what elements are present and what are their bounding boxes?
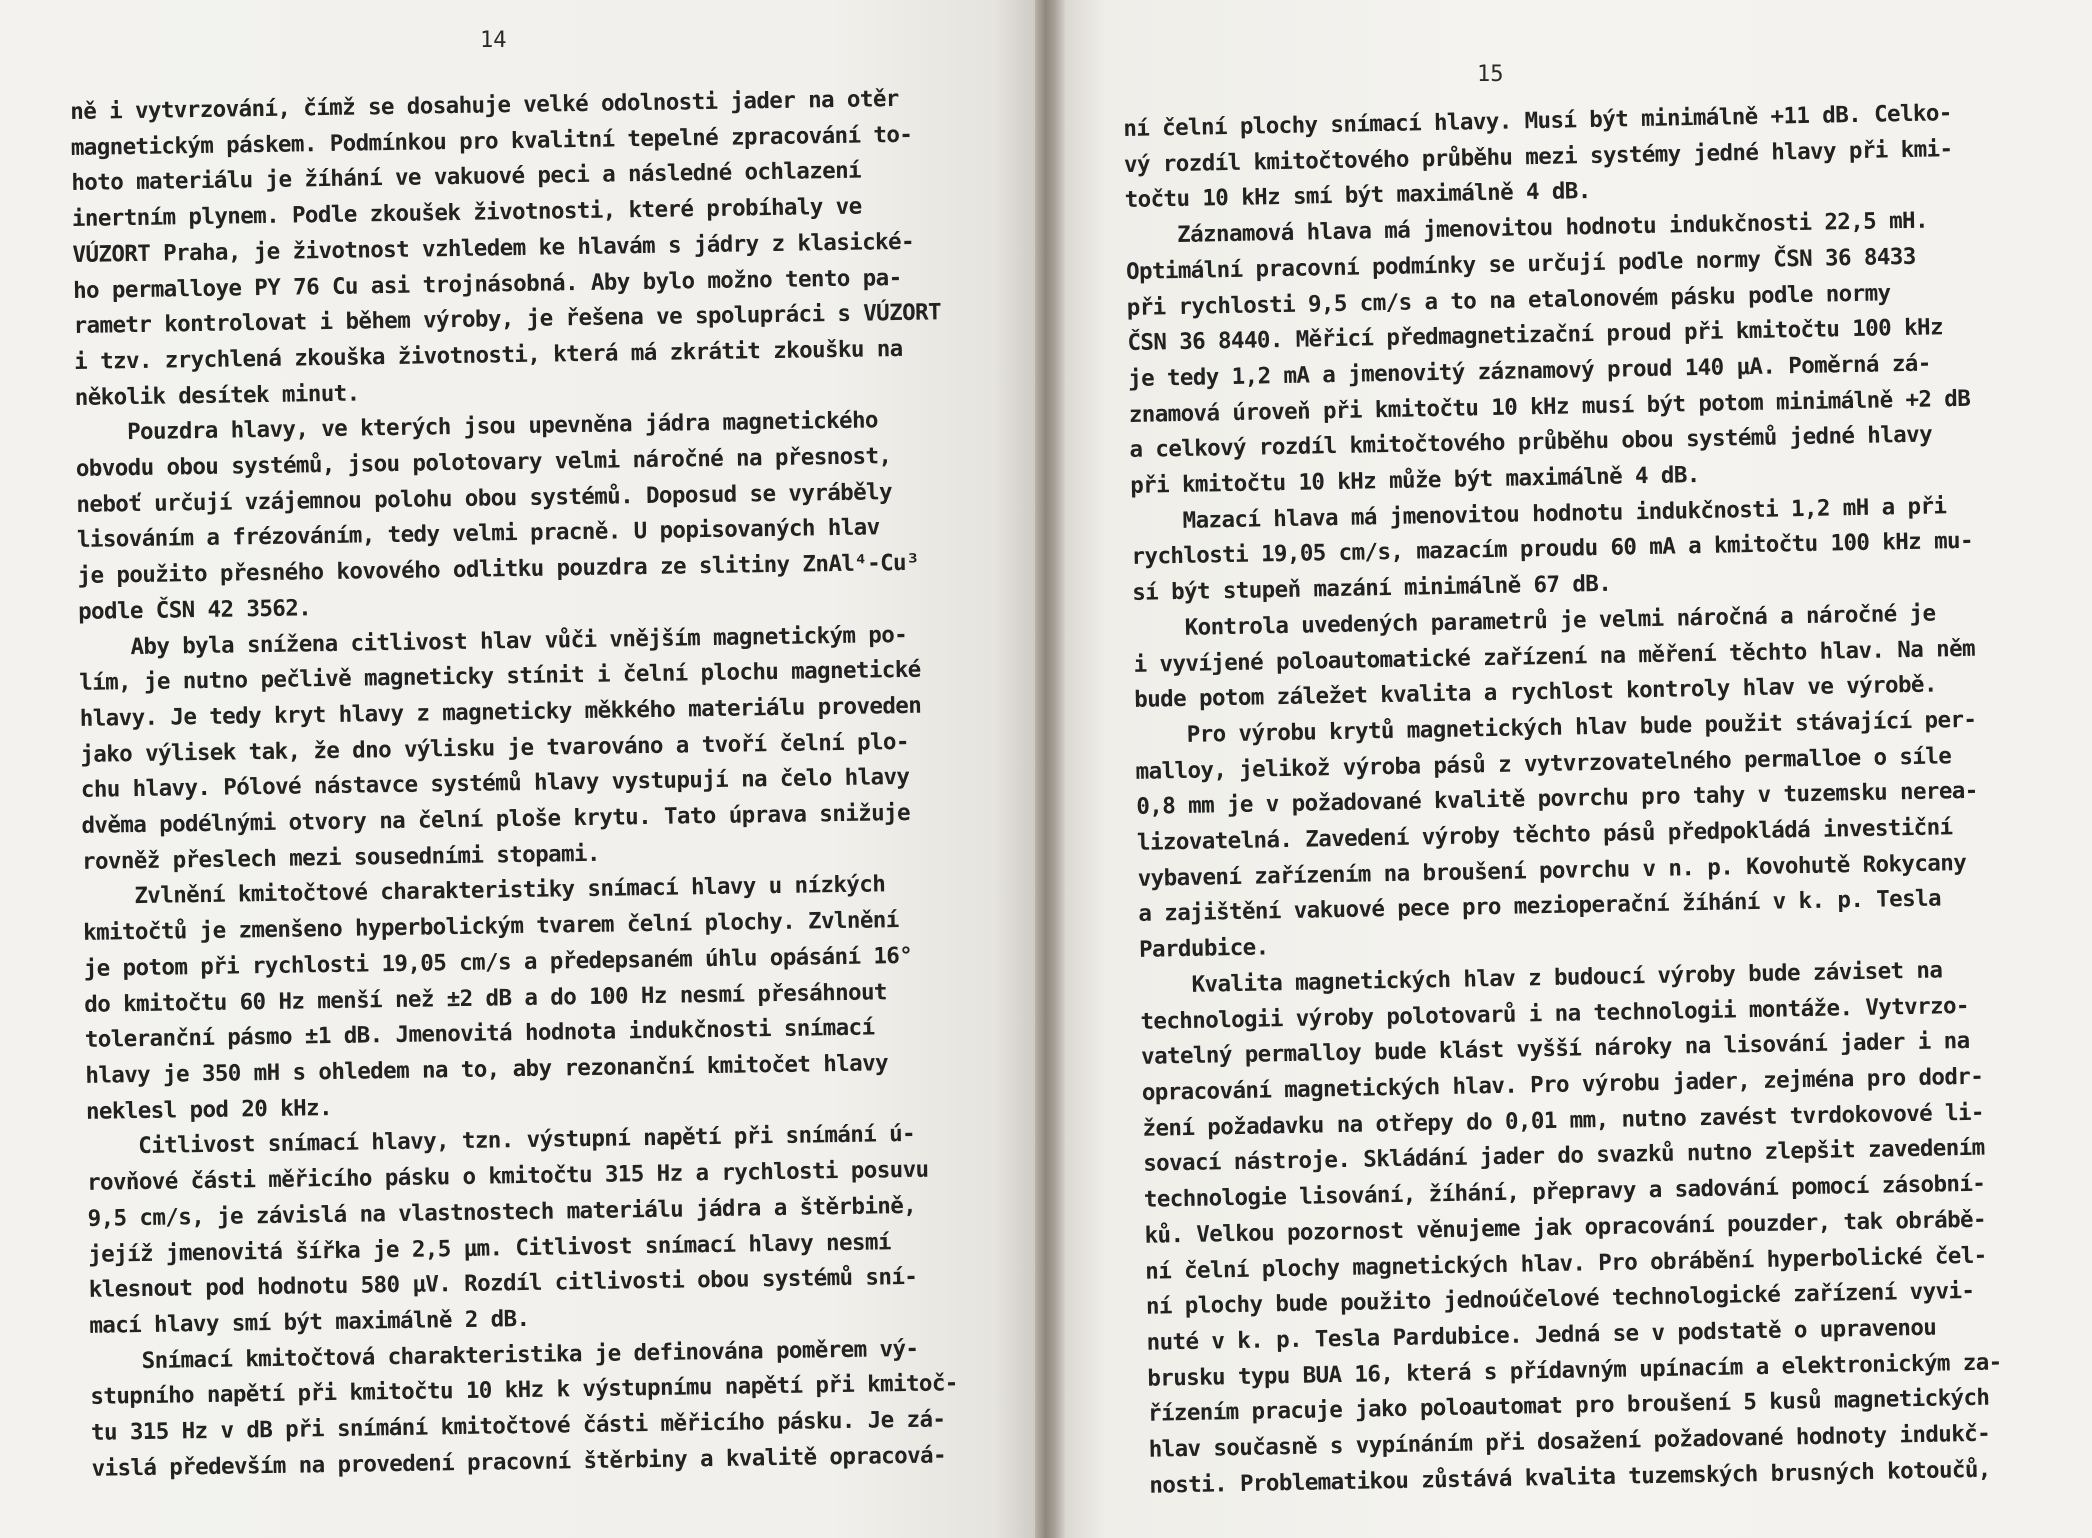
- text-line: i tzv. zrychlená zkouška životnosti, která má zkrátit zkoušku na: [73, 335, 903, 375]
- text-line: nuté v k. p. Tesla Pardubice. Jedná se v podstatě o upravenou: [1146, 1314, 1937, 1356]
- text-line: Záznamová hlava má jmenovitou hodnotu indukčnosti 22,5 mH.: [1125, 207, 1929, 250]
- text-line: Snímací kmitočtová charakteristika je definována poměrem vý-: [89, 1335, 919, 1375]
- text-line: je tedy 1,2 mA a jmenovitý záznamový proud 140 µA. Poměrná zá-: [1127, 350, 1931, 392]
- text-line: Kvalita magnetických hlav z budoucí výroby bude záviset na: [1139, 957, 1943, 999]
- text-line: chu hlavy. Pólové nástavce systémů hlavy vystupují na čelo hlavy: [80, 764, 910, 804]
- text-line: ho permalloye PY 76 Cu asi trojnásobná. Aby bylo možno tento pa-: [72, 264, 902, 304]
- text-line: Pouzdra hlavy, ve kterých jsou upevněna jádra magnetického: [75, 407, 879, 447]
- text-line: a zajištění vakuové pece pro mezioperační žíhání v k. p. Tesla: [1138, 885, 1942, 928]
- text-line: bude potom záležet kvalita a rychlost kontroly hlav ve výrobě.: [1134, 671, 1938, 714]
- text-line: magnetickým páskem. Podmínkou pro kvalitní tepelné zpracování to-: [70, 121, 913, 161]
- text-line: ČSN 36 8440. Měřicí předmagnetizační proud při kmitočtu 100 kHz: [1127, 314, 1944, 357]
- text-line: lisováním a frézováním, tedy velmi pracně. U popisovaných hlav: [76, 514, 880, 554]
- text-line: kmitočtů je zmenšeno hyperbolickým tvarem čelní plochy. Zvlnění: [82, 907, 899, 947]
- text-line: do kmitočtu 60 Hz menší než ±2 dB a do 100 Hz nesmí přesáhnout: [84, 978, 888, 1018]
- text-line: Citlivost snímací hlavy, tzn. výstupní napětí při snímání ú-: [86, 1121, 916, 1161]
- text-line: při kmitočtu 10 kHz může být maximálně 4 dB.: [1129, 462, 1700, 499]
- text-line: 0,8 mm je v požadované kvalitě povrchu pro tahy v tuzemsku nerea-: [1136, 778, 1978, 821]
- text-line: vý rozdíl kmitočtového průběhu mezi systémy jedné hlavy při kmi-: [1123, 135, 1953, 178]
- text-line: klesnout pod hodnotu 580 µV. Rozdíl citlivosti obou systémů sní-: [88, 1264, 918, 1304]
- text-line: rovňové části měřicího pásku o kmitočtu 315 Hz a rychlosti posuvu: [86, 1156, 929, 1196]
- text-line: neklesl pod 20 kHz.: [85, 1094, 333, 1125]
- text-line: ní čelní plochy magnetických hlav. Pro obrábění hyperbolické čel-: [1145, 1242, 1987, 1285]
- text-line: vislá především na provedení pracovní štěrbiny a kvalitě opracová-: [91, 1442, 947, 1482]
- text-line: inertním plynem. Podle zkoušek životnosti, které probíhaly ve: [71, 193, 862, 233]
- text-line: rychlosti 19,05 cm/s, mazacím proudu 60 mA a kmitočtu 100 kHz mu-: [1131, 528, 1974, 571]
- text-line: je potom při rychlosti 19,05 cm/s a předepsaném úhlu opásání 16°: [83, 942, 913, 982]
- text-line: tu 315 Hz v dB při snímání kmitočtové části měřicího pásku. Je zá-: [90, 1406, 946, 1446]
- text-line: rovněž přeslech mezi sousedními stopami.: [81, 840, 601, 875]
- text-line: ní čelní plochy snímací hlavy. Musí být minimálně +11 dB. Celko-: [1123, 100, 1952, 142]
- text-line: Aby byla snížena citlivost hlav vůči vnějším magnetickým po-: [78, 621, 908, 661]
- text-line: malloy, jelikož výroba pásů z vytvrzovatelného permalloe o síle: [1135, 742, 1952, 785]
- text-line: lím, je nutno pečlivě magneticky stínit i čelní plochu magnetické: [79, 656, 921, 697]
- text-line: toleranční pásmo ±1 dB. Jmenovitá hodnota indukčnosti snímací: [84, 1014, 875, 1054]
- left-page: [0, 0, 1035, 1538]
- text-line: ní plochy bude použito jednoúčelové technologické zařízení vyvi-: [1145, 1278, 1975, 1320]
- text-line: technologie lisování, žíhání, přepravy a sadování pomocí zásobní-: [1143, 1170, 1986, 1213]
- text-line: VÚZORT Praha, je životnost vzhledem ke hlavám s jádry z klasické-: [72, 228, 915, 268]
- text-line: technologii výroby polotovarů i na technologii montáže. Vytvrzo-: [1140, 992, 1970, 1035]
- text-line: točtu 10 kHz smí být maximálně 4 dB.: [1124, 178, 1591, 214]
- text-line: několik desítek minut.: [74, 380, 360, 411]
- text-line: a celkový rozdíl kmitočtového průběhu obou systémů jedné hlavy: [1129, 421, 1933, 464]
- text-line: vybavení zařízením na broušení povrchu v n. p. Kovohutě Rokycany: [1137, 849, 1967, 892]
- text-line: znamová úroveň při kmitočtu 10 kHz musí být potom minimálně +2 dB: [1128, 385, 1971, 428]
- text-line: obvodu obou systémů, jsou polotovary velmi náročné na přesnost,: [75, 443, 892, 482]
- text-line: Kontrola uvedených parametrů je velmi náročná a náročné je: [1132, 600, 1936, 642]
- text-line: sovací nástroje. Skládání jader do svazků nutno zlepšit zavedením: [1142, 1135, 1985, 1178]
- text-line: mací hlavy smí být maximálně 2 dB.: [89, 1305, 530, 1339]
- right-page: [1065, 0, 2092, 1538]
- text-line: hlav současně s vypínáním při dosažení požadované hodnoty indukč-: [1148, 1420, 1991, 1463]
- text-line: neboť určují vzájemnou polohu obou systémů. Doposud se vyráběly: [76, 478, 893, 518]
- text-line: při rychlosti 9,5 cm/s a to na etalonovém pásku podle normy: [1126, 279, 1891, 321]
- text-line: Optimální pracovní podmínky se určují podle normy ČSN 36 8433: [1125, 243, 1916, 285]
- text-line: opracování magnetických hlav. Pro výrobu jader, zejména pro dodr-: [1141, 1063, 1984, 1106]
- text-line: hlavy je 350 mH s ohledem na to, aby rezonanční kmitočet hlavy: [85, 1050, 889, 1089]
- text-line: vatelný permalloy bude klást vyšší nároky na lisování jader i na: [1140, 1028, 1970, 1071]
- text-line: řízením pracuje jako poloautomat pro broušení 5 kusů magnetických: [1147, 1384, 1990, 1428]
- left-page-text: [70, 80, 1017, 1487]
- page-number-right: 15: [1477, 62, 1504, 87]
- text-line: Pro výrobu krytů magnetických hlav bude použit stávající per-: [1134, 706, 1977, 749]
- text-line: rametr kontrolovat i během výroby, je řešena ve spolupráci s VÚZORT: [73, 299, 942, 340]
- text-line: Mazací hlava má jmenovitou hodnotu indukčnosti 1,2 mH a při: [1130, 493, 1947, 535]
- text-line: i vyvíjené poloautomatické zařízení na měření těchto hlav. Na něm: [1133, 635, 1976, 678]
- text-line: ků. Velkou pozornost věnujeme jak opracování pouzder, tak obrábě-: [1144, 1206, 1987, 1249]
- text-line: sí být stupeň mazání minimálně 67 dB.: [1131, 570, 1612, 607]
- text-line: 9,5 cm/s, je závislá na vlastnostech materiálu jádra a štěrbině,: [87, 1192, 917, 1232]
- text-line: nosti. Problematikou zůstává kvalita tuzemských brusných kotoučů,: [1149, 1456, 1991, 1499]
- text-line: dvěma podélnými otvory na čelní ploše krytu. Tato úprava snižuje: [81, 799, 911, 839]
- text-line: Zvlnění kmitočtové charakteristiky snímací hlavy u nízkých: [82, 871, 886, 911]
- text-line: brusku typu BUA 16, která s přídavným upínacím a elektronickým za-: [1147, 1348, 2002, 1392]
- text-line: Pardubice.: [1138, 934, 1269, 964]
- text-line: jako výlisek tak, že dno výlisku je tvarováno a tvoří čelní plo-: [80, 728, 910, 768]
- text-line: hoto materiálu je žíhání ve vakuové peci a následné ochlazení: [71, 157, 862, 197]
- text-line: ně i vytvrzování, čímž se dosahuje velké odolnosti jader na otěr: [70, 85, 899, 125]
- text-line: stupního napětí při kmitočtu 10 kHz k výstupnímu napětí při kmitoč-: [90, 1370, 958, 1411]
- text-line: lizovatelná. Zavedení výroby těchto pásů předpokládá investiční: [1136, 814, 1953, 856]
- page-number-left: 14: [480, 28, 507, 53]
- text-line: žení požadavku na otřepy do 0,01 mm, nutno zavést tvrdokovové li-: [1142, 1099, 1985, 1142]
- text-line: jejíž jmenovitá šířka je 2,5 µm. Citlivost snímací hlavy nesmí: [88, 1228, 891, 1268]
- text-line: je použito přesného kovového odlitku pouzdra ze slitiny ZnAl⁴-Cu³: [77, 549, 920, 590]
- text-line: podle ČSN 42 3562.: [77, 595, 312, 625]
- right-page-text: [1123, 94, 2079, 1504]
- text-line: hlavy. Je tedy kryt hlavy z magneticky měkkého materiálu proveden: [79, 692, 922, 732]
- book-gutter: [1035, 0, 1065, 1538]
